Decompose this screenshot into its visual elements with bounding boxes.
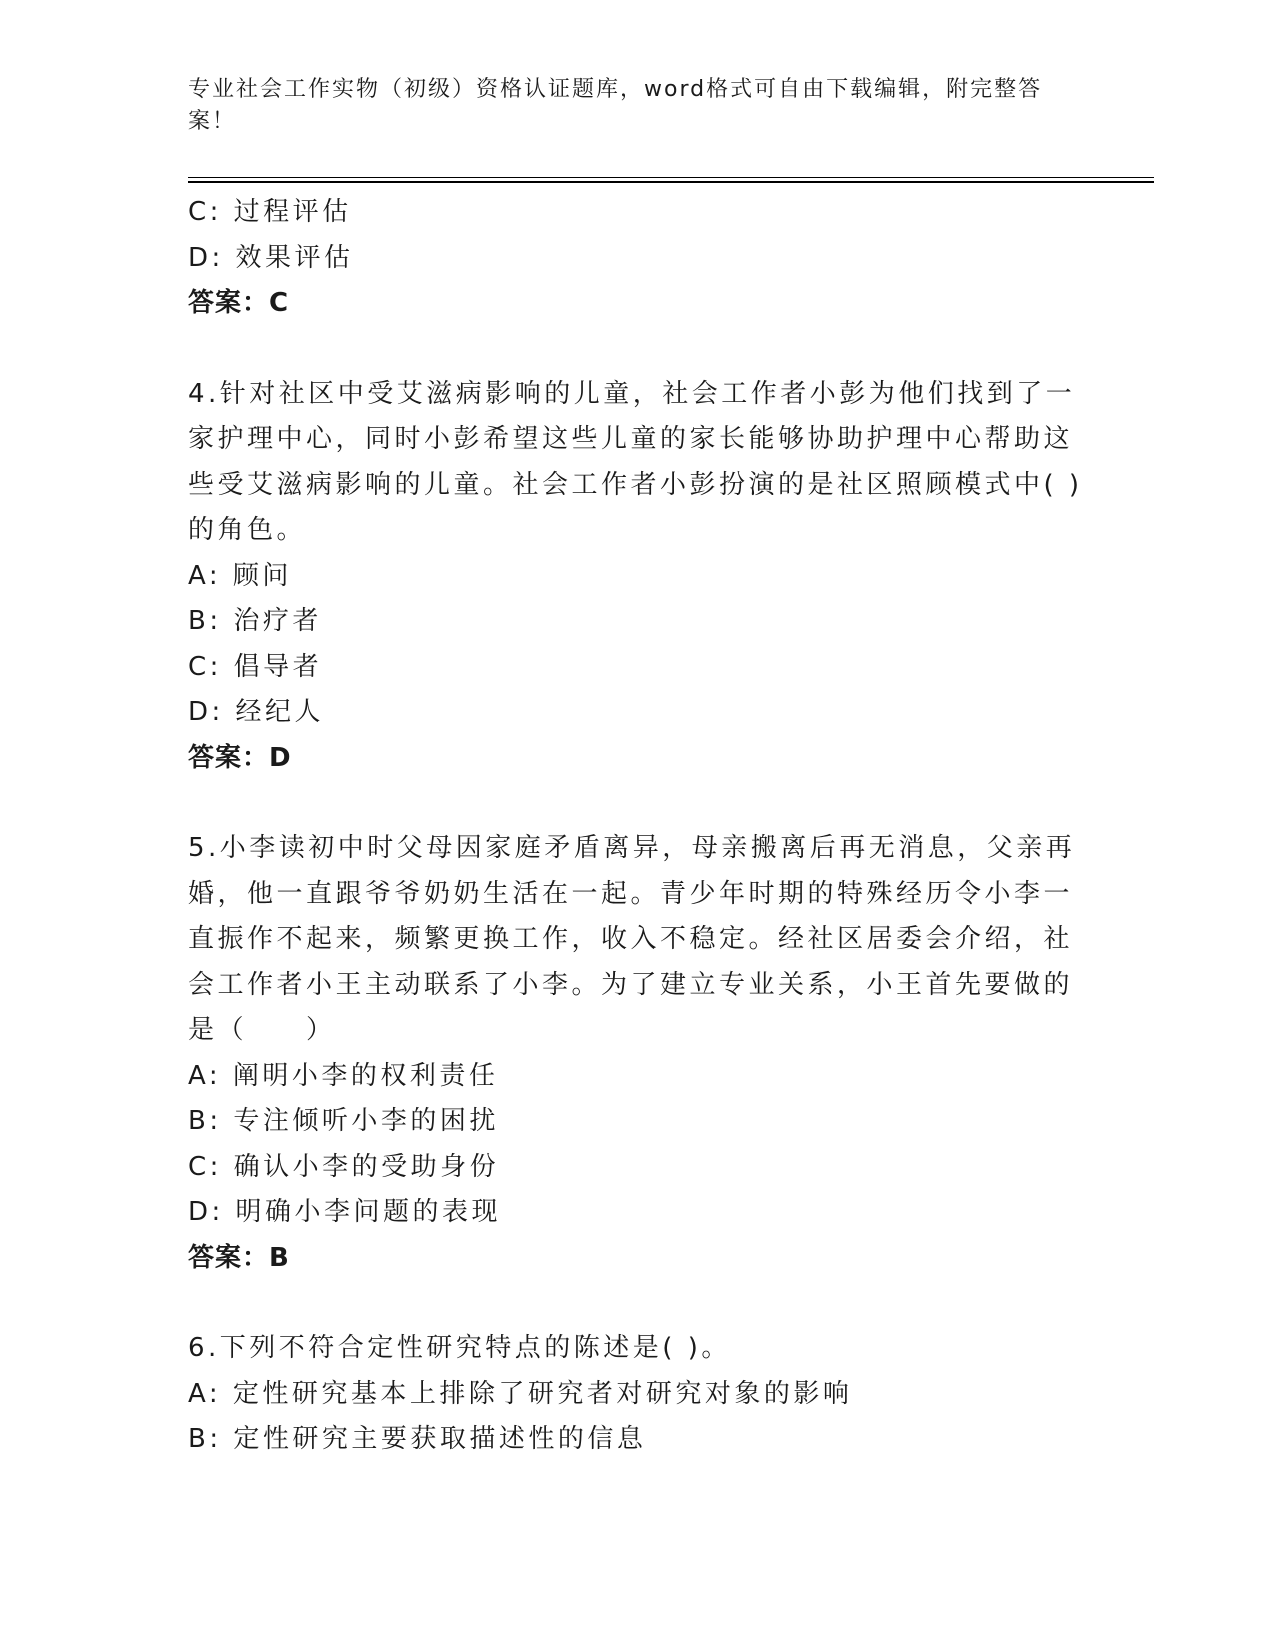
option-c: C: 确认小李的受助身份: [188, 1151, 500, 1182]
question-text-line: 婚，他一直跟爷爷奶奶生活在一起。青少年时期的特殊经历令小李一: [188, 878, 1074, 909]
question-3: [188, 190, 1068, 327]
option-c: C: 过程评估: [188, 197, 352, 227]
spacer: [188, 781, 1068, 826]
question-text-line: 是（ ）: [188, 1015, 336, 1045]
option-d: D: 明确小李问题的表现: [188, 1197, 502, 1227]
question-text-line: 6.下列不符合定性研究特点的陈述是( )。: [188, 1333, 731, 1363]
spacer: [188, 1281, 1068, 1326]
option-b: B: 专注倾听小李的困扰: [188, 1106, 499, 1136]
answer-line: 答案：C: [188, 288, 290, 318]
spacer: [188, 327, 1068, 372]
question-text-line: 会工作者小王主动联系了小李。为了建立专业关系，小王首先要做的: [188, 969, 1074, 1000]
question-text-line: 些受艾滋病影响的儿童。社会工作者小彭扮演的是社区照顾模式中( ): [188, 469, 1083, 500]
answer-line: 答案：B: [188, 1242, 290, 1273]
question-5: [188, 826, 1076, 1281]
question-4: [188, 372, 1083, 782]
page-header: [188, 74, 1068, 138]
option-a: A: 顾问: [188, 560, 292, 591]
question-text-line: 直振作不起来，频繁更换工作，收入不稳定。经社区居委会介绍，社: [188, 924, 1074, 954]
option-d: D: 经纪人: [188, 697, 325, 727]
question-text-line: 5.小李读初中时父母因家庭矛盾离异，母亲搬离后再无消息，父亲再: [188, 833, 1076, 863]
answer-line: 答案：D: [188, 742, 292, 773]
option-a: A: 定性研究基本上排除了研究者对研究对象的影响: [188, 1378, 853, 1409]
question-text-line: 4.针对社区中受艾滋病影响的儿童，社会工作者小彭为他们找到了一: [188, 378, 1076, 409]
header-divider-thick: [188, 181, 1154, 183]
question-text-line: 家护理中心，同时小彭希望这些儿童的家长能够协助护理中心帮助这: [188, 424, 1074, 454]
option-b: B: 治疗者: [188, 606, 322, 636]
question-list: [188, 190, 1083, 1463]
option-a: A: 阐明小李的权利责任: [188, 1060, 499, 1091]
option-d: D: 效果评估: [188, 242, 354, 273]
header-text: 专业社会工作实物（初级）资格认证题库，word格式可自由下载编辑，附完整答案！: [188, 77, 1043, 134]
question-6: [188, 1326, 1068, 1463]
option-b: B: 定性研究主要获取描述性的信息: [188, 1424, 647, 1454]
option-c: C: 倡导者: [188, 651, 323, 682]
header-divider-thin: [188, 177, 1154, 178]
question-text-line: 的角色。: [188, 515, 307, 545]
